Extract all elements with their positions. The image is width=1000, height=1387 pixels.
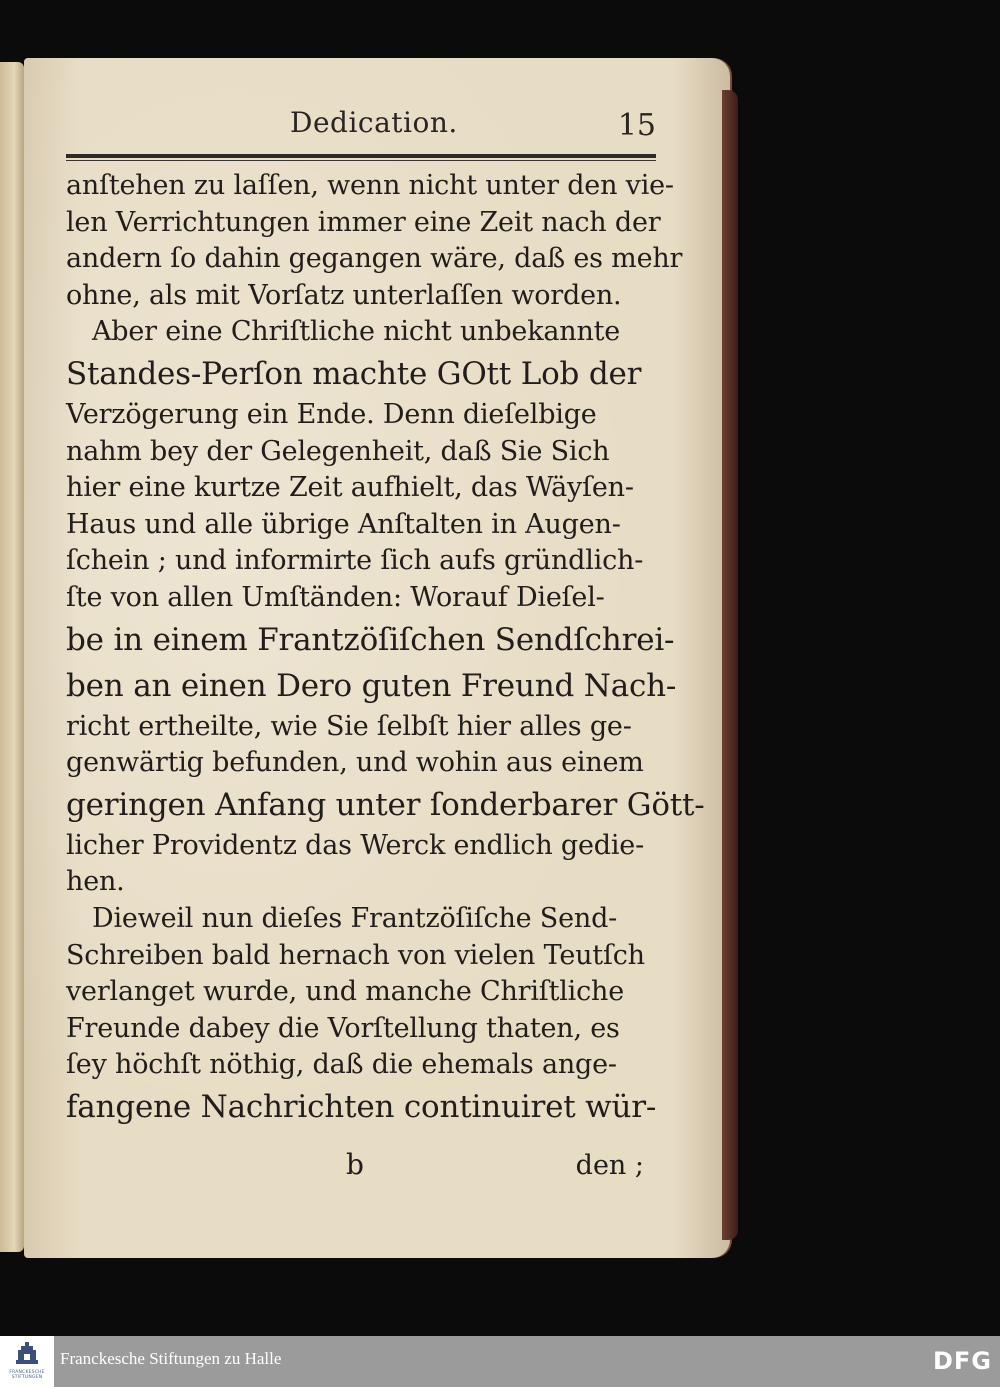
text-line: Verzögerung ein Ende. Denn dieſelbige: [66, 398, 597, 430]
catchword: den ;: [575, 1150, 644, 1181]
header-rule: [66, 154, 656, 158]
text-line: Aber eine Chriſtliche nicht unbekannte: [92, 316, 621, 348]
running-head: Dedication.: [290, 106, 458, 139]
text-line: verlanget wurde, und manche Chriſtliche: [66, 976, 624, 1008]
text-line: Haus und alle übrige Anſtalten in Augen-: [66, 508, 621, 540]
body-text: [66, 168, 705, 1130]
text-line: geringen Anfang unter ſonderbarer Gött-: [66, 786, 705, 823]
page-binding-edge: [722, 90, 738, 1240]
institution-logo[interactable]: [0, 1336, 54, 1387]
text-line: Freunde dabey die Vorſtellung thaten, es: [66, 1012, 620, 1044]
text-line: ſte von allen Umſtänden: Worauf Dieſel-: [66, 581, 605, 613]
text-line: richt ertheilte, wie Sie ſelbſt hier alles ge-: [66, 710, 632, 742]
text-line: ſey höchſt nöthig, daß die ehemals ange-: [66, 1049, 617, 1081]
text-line: genwärtig befunden, und wohin aus einem: [66, 747, 644, 779]
text-line: fangene Nachrichten continuiret wür-: [66, 1088, 657, 1125]
text-line: andern ſo dahin gegangen wäre, daß es mehr: [66, 243, 683, 275]
text-line: Standes-Perſon machte GOtt Lob der: [66, 355, 642, 392]
institution-name: Franckesche Stiftungen zu Halle: [60, 1349, 282, 1368]
signature-mark: b: [346, 1148, 364, 1181]
header-rule-thin: [66, 160, 656, 161]
page-header: [66, 102, 662, 152]
crest-icon: [16, 1342, 38, 1366]
text-line: ohne, als mit Vorſatz unterlaſſen worden.: [66, 279, 622, 311]
text-line: nahm bey der Gelegenheit, daß Sie Sich: [66, 435, 610, 467]
text-line: hier eine kurtze Zeit aufhielt, das Wäyſen-: [66, 472, 634, 504]
facing-page-edge: [0, 62, 24, 1252]
text-line: be in einem Frantzöſiſchen Sendſchrei-: [66, 621, 675, 658]
text-line: Dieweil nun dieſes Frantzöſiſche Send-: [92, 902, 618, 934]
text-line: hen.: [66, 866, 125, 898]
text-line: ben an einen Dero guten Freund Nach-: [66, 667, 677, 704]
logo-text: FRANCKESCHE STIFTUNGEN: [9, 1370, 45, 1380]
viewer-footer-bar: [0, 1336, 1000, 1387]
page-number: 15: [617, 108, 656, 143]
text-line: licher Providentz das Werck endlich gedie-: [66, 829, 644, 861]
text-line: Schreiben bald hernach von vielen Teutſch: [66, 939, 645, 971]
dfg-logo[interactable]: DFG: [932, 1347, 992, 1375]
text-line: anſtehen zu laſſen, wenn nicht unter den vie-: [66, 170, 674, 201]
text-line: ſchein ; und informirte ſich aufs gründlich-: [66, 545, 644, 577]
text-line: len Verrichtungen immer eine Zeit nach der: [66, 206, 661, 238]
page-footer: [66, 1148, 666, 1188]
